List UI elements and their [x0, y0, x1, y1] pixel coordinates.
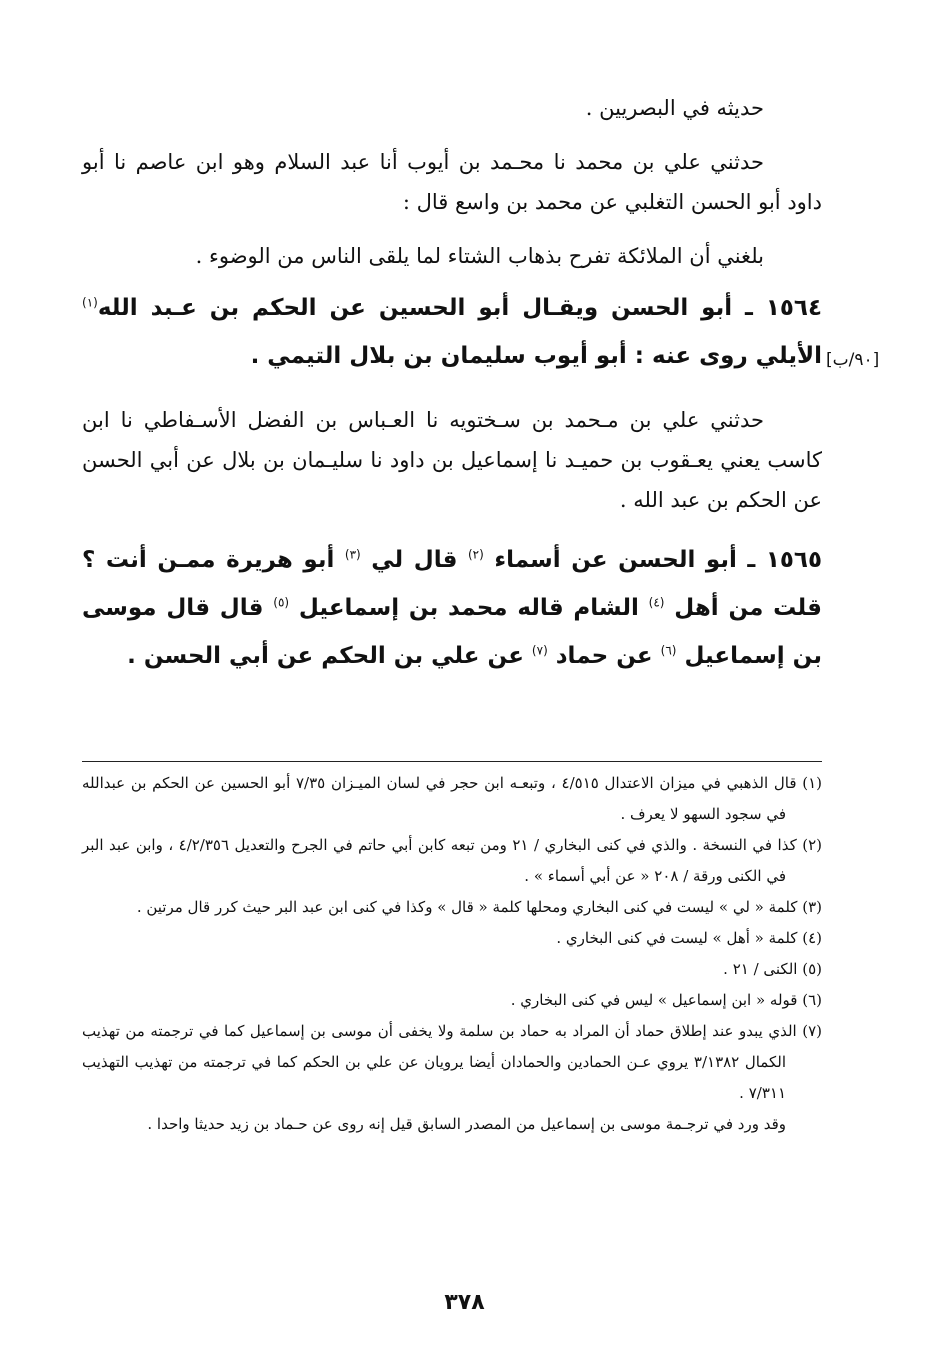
entry-1565-heading: ١٥٦٥ ـ أبو الحسن عن أسماء — [483, 547, 822, 573]
footnotes — [82, 768, 822, 1140]
margin-note: [٩٠/ب] — [826, 350, 880, 370]
entry-1565-text-5: قال قال موسى بن إسماعيل — [82, 595, 822, 669]
footnote-5: (٥) الكنى / ٢١ . — [723, 960, 822, 978]
entry-1565 — [82, 536, 822, 680]
footnote-4: (٤) كلمة « أهل » ليست في كنى البخاري . — [556, 929, 822, 947]
footnote-ref-6: (٦) — [660, 643, 677, 658]
footnote-2: (٢) كذا في النسخة . والذي في كنى البخاري / ٢١ ومن تبعه كابن أبي حاتم في الجرح والتعديل ٤/٢/٣٥٦ ، وابن عبد البر في الكنى ورقة / ٢٠٨ « عن أبي أسماء » . — [82, 836, 822, 885]
footnote-ref-7: (٧) — [531, 643, 548, 658]
footnote-1: (١) قال الذهبي في ميزان الاعتدال ٤/٥١٥ ، وتبعـه ابن حجر في لسان الميـزان ٧/٣٥ أبو الحسين عن الحكم بن عبدالله في سجود السهو لا يعرف . — [82, 774, 822, 823]
footnote-ref-5: (٥) — [273, 595, 290, 610]
footnote-ref-2: (٢) — [467, 547, 484, 562]
entry-1565-text-4: الشام قاله محمد بن إسماعيل — [289, 595, 649, 621]
footnote-3: (٣) كلمة « لي » ليست في كنى البخاري ومحلها كلمة « قال » وكذا في كنى ابن عبد البر حيث كرر قال مرتين . — [136, 898, 822, 916]
footnote-ref-3: (٣) — [344, 547, 361, 562]
footnote-divider — [82, 761, 822, 762]
paragraph-1: حديثه في البصريين . — [585, 96, 764, 120]
entry-1564-heading: ١٥٦٤ ـ أبو الحسن ويقـال أبو الحسين عن الحكم بن عـبد الله — [97, 295, 822, 321]
paragraph-2: حدثني علي بن محمد نا محـمد بن أيوب أنا عبد السلام وهو ابن عاصم نا أبو داود أبو الحسن التغلبي عن محمد بن واسع قال : — [82, 150, 822, 214]
entry-1565-text-2: قال لي — [360, 547, 468, 573]
footnote-ref-1: (١) — [82, 295, 98, 310]
entry-1564 — [82, 284, 822, 380]
main-text — [82, 88, 822, 680]
footnote-ref-4: (٤) — [648, 595, 665, 610]
entry-1564-text: الأيلي روى عنه : أبو أيوب سليمان بن بلال التيمي . — [250, 343, 822, 369]
paragraph-3: بلغني أن الملائكة تفرح بذهاب الشتاء لما يلقى الناس من الوضوء . — [195, 244, 764, 268]
page-number: ٣٧٨ — [444, 1290, 485, 1315]
entry-1565-text-3: أبو هريرة ممـن أنت ؟ قلت من أهل — [82, 547, 822, 621]
paragraph-4: حدثني علي بن مـحمد بن سـختويه نا العـباس بن الفضل الأسـفاطي نا ابن كاسب يعني يعـقوب بن حميـد نا إسماعيل بن داود نا سليـمان بن بلال عن أبي الحسن عن الحكم بن عبد الله . — [82, 408, 822, 512]
footnote-7-continued: وقد ورد في ترجـمة موسى بن إسماعيل من المصدر السابق قيل إنه روى عن حـماد بن زيد حديثا واحدا . — [147, 1115, 786, 1133]
footnote-7: (٧) الذي يبدو عند إطلاق حماد أن المراد به حماد بن سلمة ولا يخفى أن موسى بن إسماعيل كما في ترجمته من تهذيب الكمال ٣/١٣٨٢ يروي عـن الحمادين والحمادان أيضا يرويان عن علي بن الحكم كما في ترجمته من تهذيب التهذيب ٧/٣١١ . — [82, 1022, 822, 1102]
entry-1565-text-7: عن علي بن الحكم عن أبي الحسن . — [127, 643, 532, 669]
footnote-6: (٦) قوله « ابن إسماعيل » ليس في كنى البخاري . — [510, 991, 822, 1009]
entry-1565-text-6: عن حماد — [547, 643, 661, 669]
